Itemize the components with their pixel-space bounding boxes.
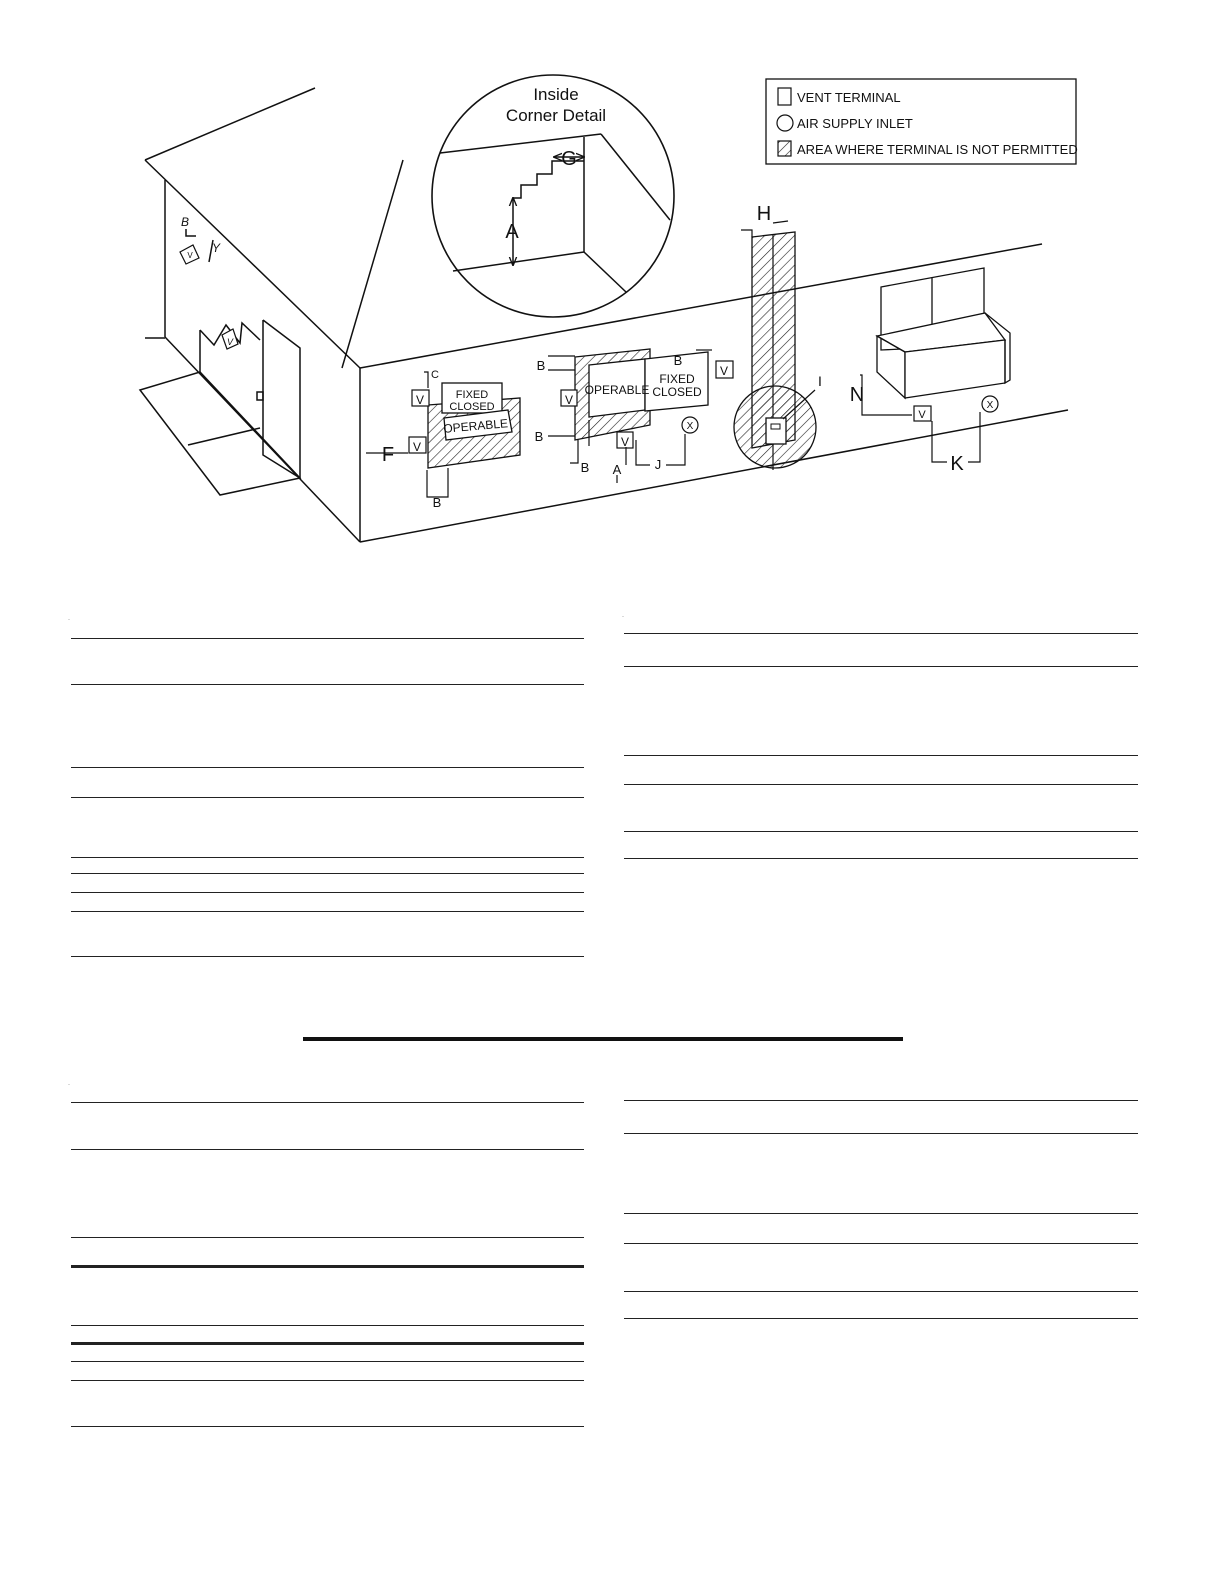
table-rule: [71, 1426, 584, 1427]
table-rule: [624, 1100, 1138, 1101]
table-rule: [71, 638, 584, 639]
detail-title-line1: Inside: [533, 85, 579, 104]
table-rule: [624, 1243, 1138, 1244]
svg-text:B: B: [580, 460, 590, 475]
legend: [766, 79, 1078, 164]
svg-text:CLOSED: CLOSED: [449, 401, 495, 413]
svg-text:V: V: [620, 435, 630, 449]
label-c: C: [431, 369, 439, 381]
table-rule: [71, 1149, 584, 1150]
table-rule: [624, 1291, 1138, 1292]
table-rule: [71, 892, 584, 893]
svg-text:FIXED: FIXED: [455, 389, 489, 401]
vent-terminal-legend-icon: [778, 88, 791, 105]
section-divider: [303, 1037, 903, 1041]
table-rule: [71, 767, 584, 768]
table-rule: [71, 1237, 584, 1238]
label-k: K: [950, 453, 964, 475]
svg-text:B: B: [432, 495, 442, 510]
svg-text:V: V: [564, 393, 574, 407]
table-rule: [624, 1318, 1138, 1319]
table-rule: [71, 797, 584, 798]
label-i: I: [818, 373, 822, 389]
table-rule: [624, 1213, 1138, 1214]
label-j: J: [654, 457, 662, 472]
air-inlet-legend-icon: [777, 115, 793, 131]
vent-clearance-diagram: [0, 0, 1225, 570]
table-rule: [624, 755, 1138, 756]
right-group: [877, 268, 1010, 398]
table-rule: [624, 633, 1138, 634]
svg-text:X: X: [686, 421, 694, 432]
table-rule: [71, 911, 584, 912]
detail-title-line2: Corner Detail: [505, 106, 607, 125]
svg-text:V: V: [415, 393, 425, 407]
table-rule: [71, 1361, 584, 1362]
svg-text:X: X: [986, 400, 994, 411]
table-rule: [71, 857, 584, 858]
table-rule: [71, 1342, 584, 1345]
svg-text:V: V: [918, 409, 926, 421]
table-rule: [624, 666, 1138, 667]
label-f: F: [381, 444, 395, 466]
left-window-group: [366, 369, 520, 510]
svg-text:V: V: [412, 440, 422, 454]
table-rule: [624, 1133, 1138, 1134]
detail-label-g: G: [561, 148, 577, 170]
svg-text:B: B: [536, 358, 546, 373]
svg-text:V: V: [226, 337, 234, 347]
inside-corner-detail: [432, 75, 674, 317]
table-rule: [624, 831, 1138, 832]
table-rule: [71, 684, 584, 685]
chimney-meter-group: [734, 203, 822, 470]
table-rule: [71, 956, 584, 957]
middle-window-group: [535, 349, 733, 483]
label-n: N: [849, 384, 865, 406]
legend-air-supply-inlet: AIR SUPPLY INLET: [797, 116, 913, 131]
porch-vent: [222, 329, 238, 349]
gas-meter-icon: [766, 418, 786, 444]
table-rule: [624, 858, 1138, 859]
table-rule: [71, 1265, 584, 1268]
label-a: A: [612, 462, 622, 477]
svg-text:CLOSED: CLOSED: [652, 385, 702, 399]
label-h: H: [756, 203, 772, 225]
detail-label-a: A: [505, 221, 519, 243]
legend-vent-terminal: VENT TERMINAL: [797, 90, 901, 105]
svg-text:B: B: [534, 429, 544, 444]
legend-not-permitted: AREA WHERE TERMINAL IS NOT PERMITTED: [797, 142, 1078, 157]
table-rule: [71, 1102, 584, 1103]
hatch-legend-icon: [778, 141, 791, 156]
table-rule: [71, 1380, 584, 1381]
svg-text:OPERABLE: OPERABLE: [584, 383, 650, 397]
svg-text:B: B: [673, 353, 683, 368]
gable-label-b: B: [180, 215, 190, 229]
gable-vent: [180, 215, 221, 264]
svg-text:OPERABLE: OPERABLE: [442, 416, 509, 436]
table-rule: [624, 784, 1138, 785]
svg-text:V: V: [187, 251, 193, 260]
gable-label-y: Y: [211, 241, 221, 255]
table-rule: [71, 1325, 584, 1326]
table-rule: [71, 873, 584, 874]
svg-text:FIXED: FIXED: [659, 372, 695, 386]
svg-text:V: V: [719, 364, 729, 378]
